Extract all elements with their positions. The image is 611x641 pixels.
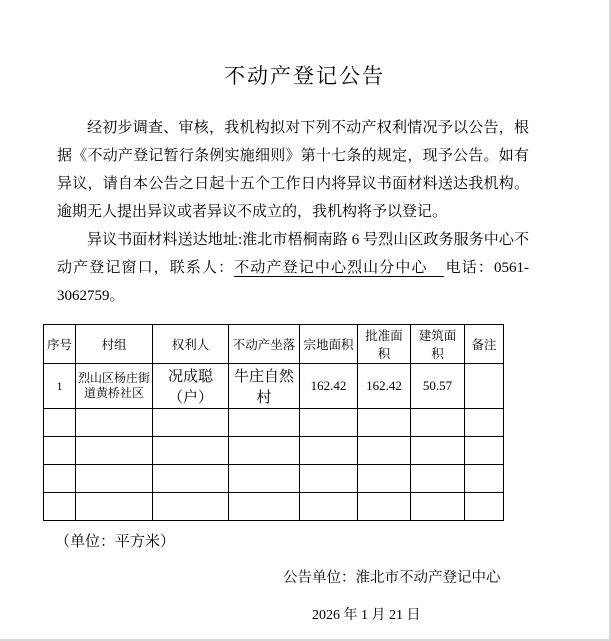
table-row — [44, 493, 504, 521]
date-line: 2026 年 1 月 21 日 — [312, 608, 421, 623]
table-row — [44, 437, 504, 465]
contact-person-underlined: 不动产登记中心烈山分中心 — [234, 260, 443, 277]
cell-village: 烈山区杨庄街道黄桥社区 — [76, 364, 153, 409]
cell-holder — [153, 465, 229, 493]
header-village: 村组 — [76, 325, 153, 364]
cell-location — [229, 409, 300, 437]
cell-seq: 1 — [44, 364, 76, 409]
cell-holder — [153, 409, 229, 437]
cell-parcel-area — [300, 493, 358, 521]
cell-parcel-area — [300, 437, 358, 465]
cell-approved-area — [358, 437, 411, 465]
header-approved-area: 批准面积 — [358, 325, 411, 364]
page-title: 不动产登记公告 — [224, 64, 385, 88]
table-header-row — [44, 325, 504, 364]
cell-village — [76, 465, 153, 493]
cell-village — [76, 493, 153, 521]
issuer-line: 公告单位：淮北市不动产登记中心 — [283, 570, 501, 586]
unit-note: （单位：平方米） — [55, 534, 176, 550]
cell-location: 牛庄自然村 — [229, 364, 300, 409]
cell-remarks — [465, 437, 504, 465]
cell-building-area — [411, 493, 465, 521]
cell-location — [229, 493, 300, 521]
header-building-area: 建筑面积 — [411, 325, 465, 364]
cell-seq — [44, 465, 76, 493]
contact-phone-text: 电话：0561-3062759。 — [57, 260, 529, 304]
cell-building-area — [411, 409, 465, 437]
table-row — [44, 364, 504, 409]
cell-parcel-area — [300, 465, 358, 493]
cell-village — [76, 437, 153, 465]
cell-location — [229, 465, 300, 493]
cell-remarks — [465, 364, 504, 409]
cell-approved-area — [358, 493, 411, 521]
contact-address-text: 异议书面材料送达地址:淮北市梧桐南路 6 号烈山区政务服务中心不动产登记窗口，联系人： — [57, 232, 529, 276]
header-parcel-area: 宗地面积 — [300, 325, 358, 364]
cell-approved-area — [358, 409, 411, 437]
cell-holder: 况成聪（户） — [153, 364, 229, 409]
header-location: 不动产坐落 — [229, 325, 300, 364]
cell-location — [229, 437, 300, 465]
cell-holder — [153, 437, 229, 465]
table-row — [44, 465, 504, 493]
header-remarks: 备注 — [465, 325, 504, 364]
paragraph-announcement: 经初步调查、审核，我机构拟对下列不动产权利情况予以公告，根据《不动产登记暂行条例实施细则》第十七条的规定，现予公告。如有异议，请自本公告之日起十五个工作日内将异议书面材料送达我机构。逾期无人提出异议或者异议不成立的，我机构将予以登记。 — [57, 120, 529, 220]
cell-remarks — [465, 465, 504, 493]
cell-seq — [44, 493, 76, 521]
cell-village — [76, 409, 153, 437]
cell-parcel-area — [300, 409, 358, 437]
cell-holder — [153, 493, 229, 521]
cell-seq — [44, 437, 76, 465]
cell-remarks — [465, 493, 504, 521]
cell-parcel-area: 162.42 — [300, 364, 358, 409]
cell-approved-area: 162.42 — [358, 364, 411, 409]
registration-table — [43, 324, 504, 521]
table-row — [44, 409, 504, 437]
announcement-body — [57, 114, 529, 310]
paragraph-contact — [57, 226, 529, 310]
cell-seq — [44, 409, 76, 437]
cell-remarks — [465, 409, 504, 437]
cell-building-area: 50.57 — [411, 364, 465, 409]
cell-building-area — [411, 465, 465, 493]
header-seq: 序号 — [44, 325, 76, 364]
cell-approved-area — [358, 465, 411, 493]
header-holder: 权利人 — [153, 325, 229, 364]
cell-building-area — [411, 437, 465, 465]
